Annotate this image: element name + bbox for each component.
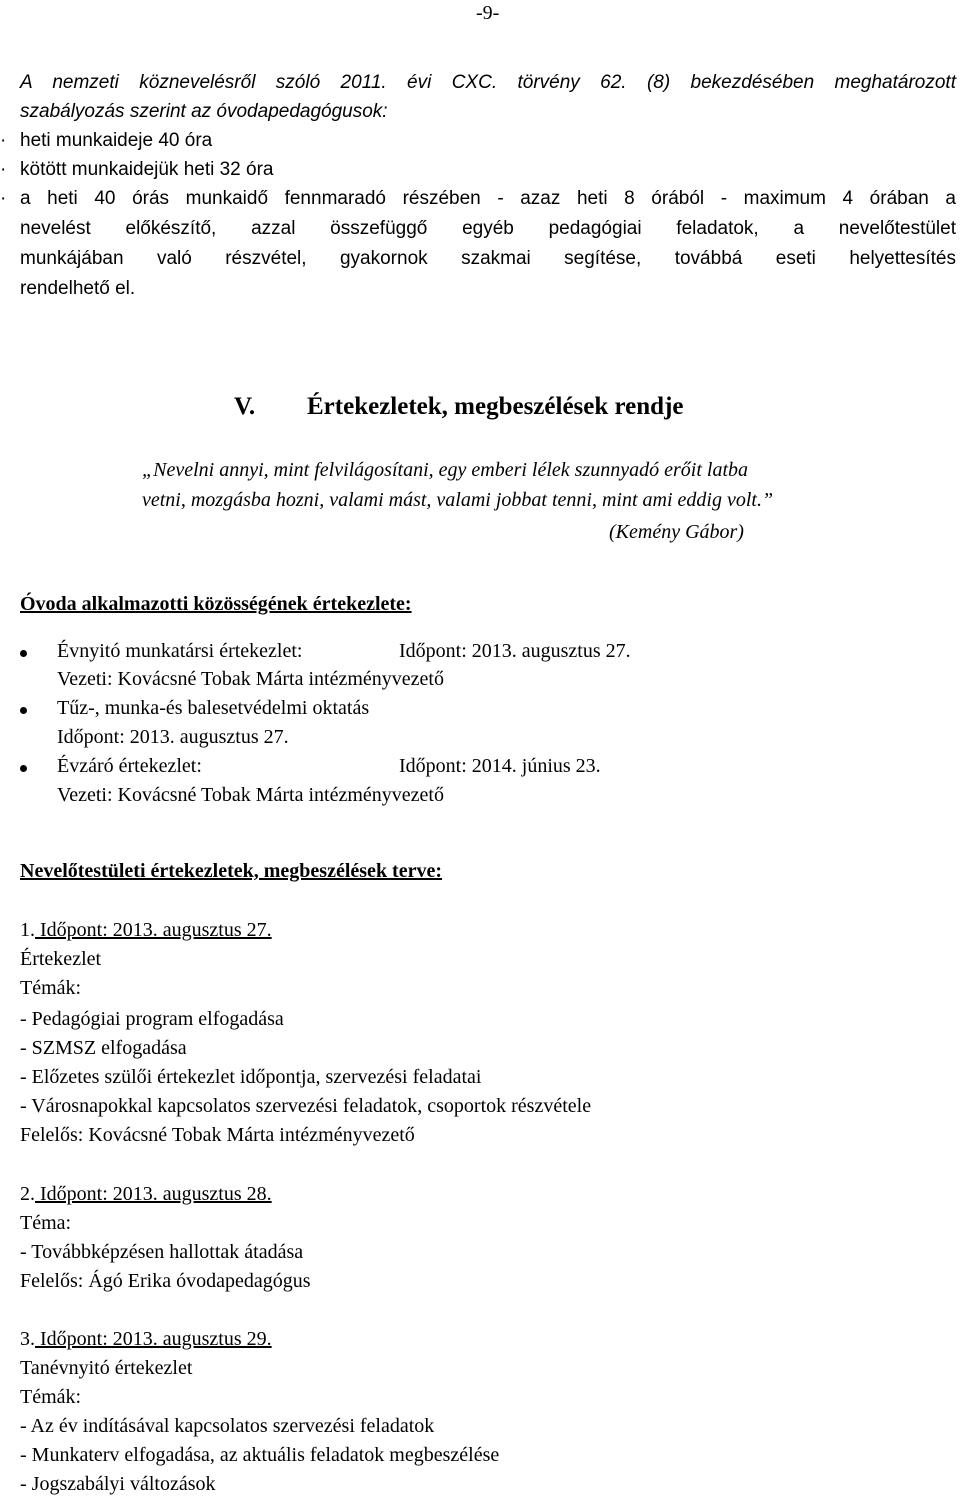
meeting-2-responsible: Felelős: Ágó Erika óvodapedagógus	[20, 1270, 311, 1292]
meeting-3-topics-label: Témák:	[20, 1386, 82, 1408]
section-number: V.	[234, 393, 256, 420]
meeting-1-topic: - SZMSZ elfogadása	[20, 1037, 187, 1059]
list-dot: ·	[0, 188, 7, 209]
meeting-3-type: Tanévnyitó értekezlet	[20, 1357, 193, 1379]
staff-meeting-3-lead: Vezeti: Kovácsné Tobak Márta intézményvezető	[57, 784, 444, 806]
bullet-point	[20, 707, 27, 714]
intro-line-1: A nemzeti köznevelésről szóló 2011. évi CXC. törvény 62. (8) bekezdésében meghatározott	[20, 72, 956, 93]
bullet-point	[20, 650, 27, 657]
bullet-point	[20, 765, 27, 772]
meeting-2-topics-label: Téma:	[20, 1212, 72, 1234]
section-title: Értekezletek, megbeszélések rendje	[307, 393, 684, 420]
list-dot: ·	[0, 159, 7, 180]
meeting-1-number: 1.	[20, 919, 35, 941]
meeting-3-number: 3.	[20, 1328, 35, 1350]
intro-line-2: szabályozás szerint az óvodapedagógusok:	[20, 101, 388, 122]
intro-item-1: heti munkaideje 40 óra	[20, 130, 213, 151]
staff-meetings-heading: Óvoda alkalmazotti közösségének értekezlete:	[20, 593, 412, 615]
meeting-3-topic: - Jogszabályi változások	[20, 1473, 216, 1495]
quote-line-2: vetni, mozgásba hozni, valami mást, valami jobbat tenni, mint ami eddig volt.”	[142, 489, 774, 511]
staff-meeting-2-label: Tűz-, munka-és balesetvédelmi oktatás	[57, 697, 370, 719]
intro-continuation-2: munkájában való részvétel, gyakornok szakmai segítése, továbbá eseti helyettesítés	[20, 248, 956, 269]
quote-line-1: „Nevelni annyi, mint felvilágosítani, egy emberi lélek szunnyadó erőit latba	[142, 459, 748, 481]
meeting-1-topic: - Városnapokkal kapcsolatos szervezési feladatok, csoportok részvétele	[20, 1095, 592, 1117]
meeting-1-date: Időpont: 2013. augusztus 27.	[35, 919, 272, 941]
meeting-3-date: Időpont: 2013. augusztus 29.	[35, 1328, 272, 1350]
staff-meeting-1-lead: Vezeti: Kovácsné Tobak Márta intézményvezető	[57, 668, 444, 690]
intro-continuation-3: rendelhető el.	[20, 278, 136, 299]
meeting-1-type: Értekezlet	[20, 948, 102, 970]
meeting-2-date: Időpont: 2013. augusztus 28.	[35, 1183, 272, 1205]
intro-item-2: kötött munkaidejük heti 32 óra	[20, 159, 274, 180]
staff-meeting-1-time: Időpont: 2013. augusztus 27.	[399, 640, 631, 662]
intro-continuation-1: nevelést előkészítő, azzal összefüggő egyéb pedagógiai feladatok, a nevelőtestület	[20, 218, 956, 239]
meeting-1-topics-label: Témák:	[20, 977, 82, 999]
faculty-meetings-heading: Nevelőtestületi értekezletek, megbeszélések terve:	[20, 860, 443, 882]
page-number: -9-	[476, 2, 500, 24]
quote-author: (Kemény Gábor)	[609, 521, 744, 543]
meeting-3-heading	[20, 1328, 272, 1351]
staff-meeting-3-label: Évzáró értekezlet:	[57, 755, 202, 777]
staff-meeting-1-label: Évnyitó munkatársi értekezlet:	[57, 640, 303, 662]
meeting-2-number: 2.	[20, 1183, 35, 1205]
meeting-1-heading	[20, 919, 272, 942]
meeting-1-topic: - Előzetes szülői értekezlet időpontja, szervezési feladatai	[20, 1066, 482, 1088]
intro-item-3: a heti 40 órás munkaidő fennmaradó részében - azaz heti 8 órából - maximum 4 órában a	[20, 188, 956, 209]
meeting-1-responsible: Felelős: Kovácsné Tobak Márta intézményvezető	[20, 1124, 415, 1146]
meeting-3-topic: - Az év indításával kapcsolatos szervezési feladatok	[20, 1415, 435, 1437]
meeting-2-topic: - Továbbképzésen hallottak átadása	[20, 1241, 304, 1263]
list-dot: ·	[0, 130, 7, 151]
meeting-2-heading	[20, 1183, 272, 1206]
staff-meeting-3-time: Időpont: 2014. június 23.	[399, 755, 601, 777]
meeting-3-topic: - Munkaterv elfogadása, az aktuális feladatok megbeszélése	[20, 1444, 500, 1466]
meeting-1-topic: - Pedagógiai program elfogadása	[20, 1008, 284, 1030]
staff-meeting-2-time: Időpont: 2013. augusztus 27.	[57, 726, 289, 748]
